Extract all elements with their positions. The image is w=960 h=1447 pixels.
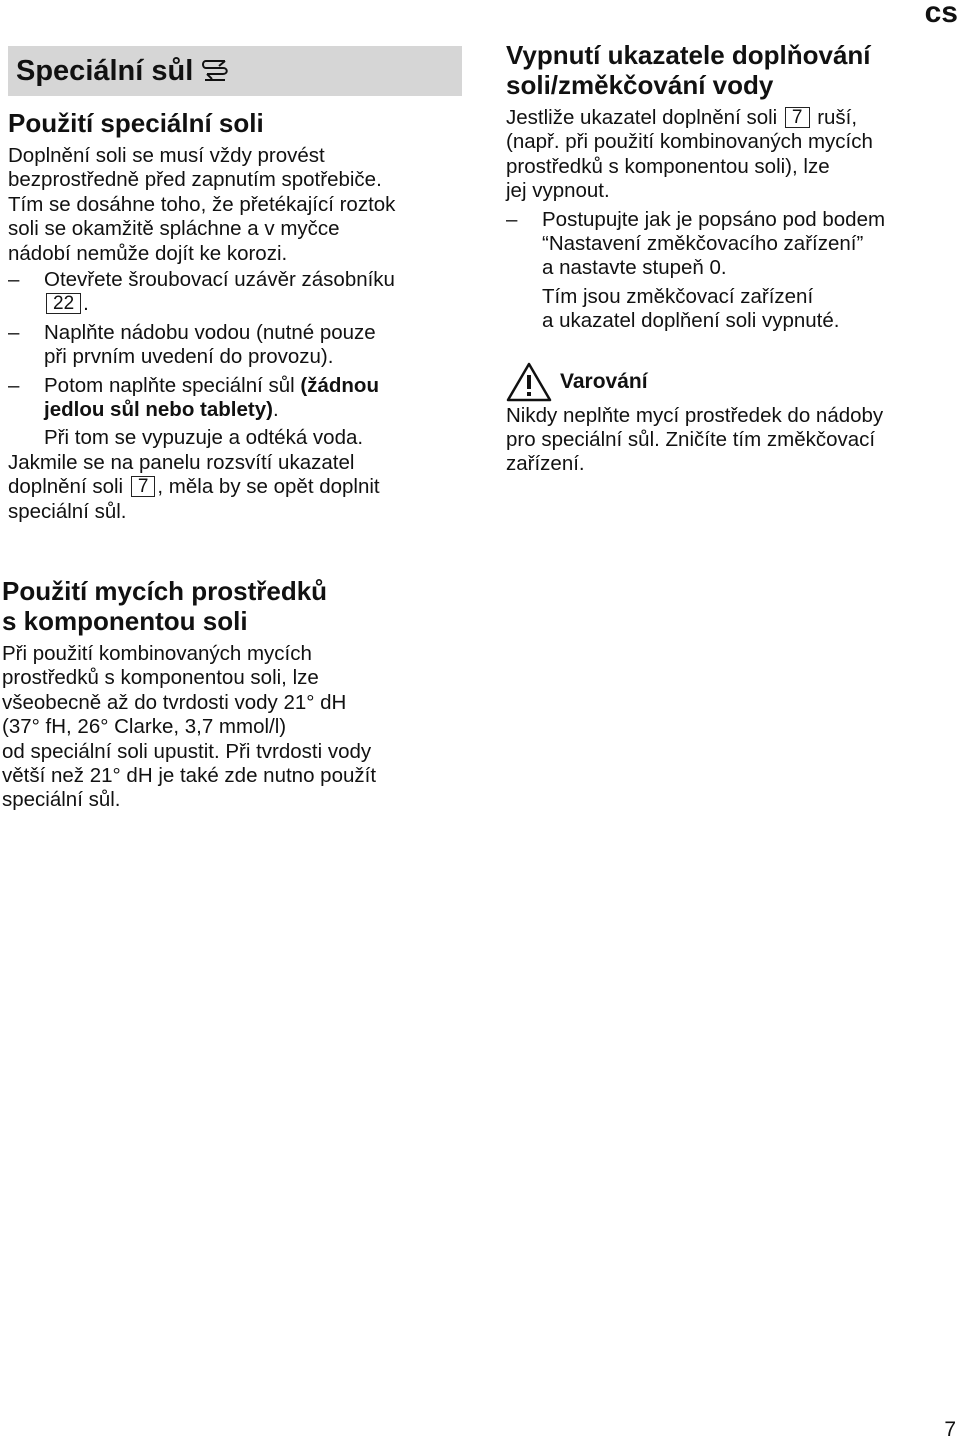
step-text-plain: Potom naplňte speciální sůl: [44, 373, 301, 397]
step-note: Tím jsou změkčovací zařízení: [542, 284, 814, 308]
punctuation: .: [83, 292, 89, 316]
paragraph-text: ruší,: [817, 106, 858, 129]
paragraph-line: od speciální soli upustit. Při tvrdosti vody: [2, 739, 372, 763]
step-text: [44, 374, 468, 398]
intro-line: Doplnění soli se musí vždy provést: [8, 144, 325, 167]
step-text-bold: jedlou sůl nebo tablety): [44, 398, 273, 422]
punctuation: .: [272, 398, 279, 422]
paragraph-line: [506, 106, 956, 130]
paragraph-line: (37° fH, 26° Clarke, 3,7 mmol/l): [2, 715, 287, 739]
paragraph-text: Jestliže ukazatel doplnění soli: [506, 106, 778, 129]
step-note: a ukazatel doplňení soli vypnuté.: [542, 309, 840, 333]
paragraph-line: všeobecně až do tvrdosti vody 21° dH: [2, 690, 347, 714]
section-heading: Vypnutí ukazatele doplňování: [506, 40, 871, 70]
section-heading: Použití speciální soli: [8, 108, 264, 138]
page-number: 7: [944, 1418, 956, 1441]
step-text: Postupujte jak je popsáno pod bodem: [542, 207, 886, 231]
section-title: Speciální sůl: [16, 54, 194, 87]
list-item-step-1: [8, 268, 468, 317]
detergent-section: [2, 576, 462, 813]
intro-line: Tím se dosáhne toho, že přetékající roztok: [8, 192, 396, 216]
step-note: Při tom se vypuzuje a odtéká voda.: [44, 426, 364, 450]
language-code: cs: [924, 0, 958, 29]
step-text: Naplňte nádobu vodou (nutné pouze: [44, 320, 376, 344]
outro-line: Jakmile se na panelu rozsvítí ukazatel: [8, 450, 355, 474]
paragraph-line: prostředků s komponentou soli, lze: [2, 666, 319, 690]
step-text: “Nastavení změkčovacího zařízení”: [542, 232, 864, 256]
intro-line: soli se okamžitě spláchne a v myčce: [8, 217, 340, 241]
outro-line: [8, 475, 468, 499]
indicator-ref-box: 7: [785, 107, 810, 128]
left-column: [8, 108, 468, 524]
paragraph-line: (např. při použití kombinovaných mycích: [506, 130, 873, 154]
warning-header: [506, 362, 956, 402]
warning-text: zařízení.: [506, 452, 585, 476]
warning-icon: [506, 362, 552, 402]
list-dash: –: [8, 320, 20, 344]
section-heading: Použití mycích prostředků: [2, 576, 328, 606]
indicator-ref-box: 7: [131, 476, 156, 497]
paragraph-line: větší než 21° dH je také zde nutno použít: [2, 764, 377, 788]
section-heading: soli/změkčování vody: [506, 70, 774, 100]
paragraph-line: prostředků s komponentou soli), lze: [506, 154, 830, 178]
outro-text: doplnění soli: [8, 475, 124, 499]
component-ref-box: 22: [46, 293, 81, 314]
list-dash: –: [8, 373, 20, 397]
list-dash: –: [8, 268, 20, 292]
list-item-step-2: [8, 321, 468, 370]
section-heading: s komponentou soli: [2, 606, 248, 636]
section-banner: [8, 46, 462, 96]
step-text: Otevřete šroubovací uzávěr zásobníku: [44, 268, 395, 292]
step-text: při prvním uvedení do provozu).: [44, 345, 334, 369]
intro-line: bezprostředně před zapnutím spotřebiče.: [8, 168, 382, 192]
paragraph-line: jej vypnout.: [506, 179, 610, 203]
list-item-step-3: [8, 374, 468, 451]
list-item-step: [506, 208, 956, 334]
outro-text: , měla by se opět doplnit: [157, 475, 380, 499]
step-text: a nastavte stupeň 0.: [542, 256, 727, 280]
warning-text: Nikdy neplňte mycí prostředek do nádoby: [506, 403, 884, 427]
step-text: [44, 292, 468, 316]
paragraph-line: Při použití kombinovaných mycích: [2, 642, 312, 665]
step-text-bold: (žádnou: [300, 373, 379, 397]
intro-line: nádobí nemůže dojít ke korozi.: [8, 241, 288, 265]
right-column: [506, 40, 956, 477]
list-dash: –: [506, 207, 518, 231]
outro-line: speciální sůl.: [8, 499, 127, 523]
step-text: [44, 398, 468, 422]
warning-label: Varování: [560, 369, 648, 393]
salt-icon: [201, 58, 231, 84]
warning-text: pro speciální sůl. Zničíte tím změkčovací: [506, 428, 876, 452]
paragraph-line: speciální sůl.: [2, 788, 121, 812]
